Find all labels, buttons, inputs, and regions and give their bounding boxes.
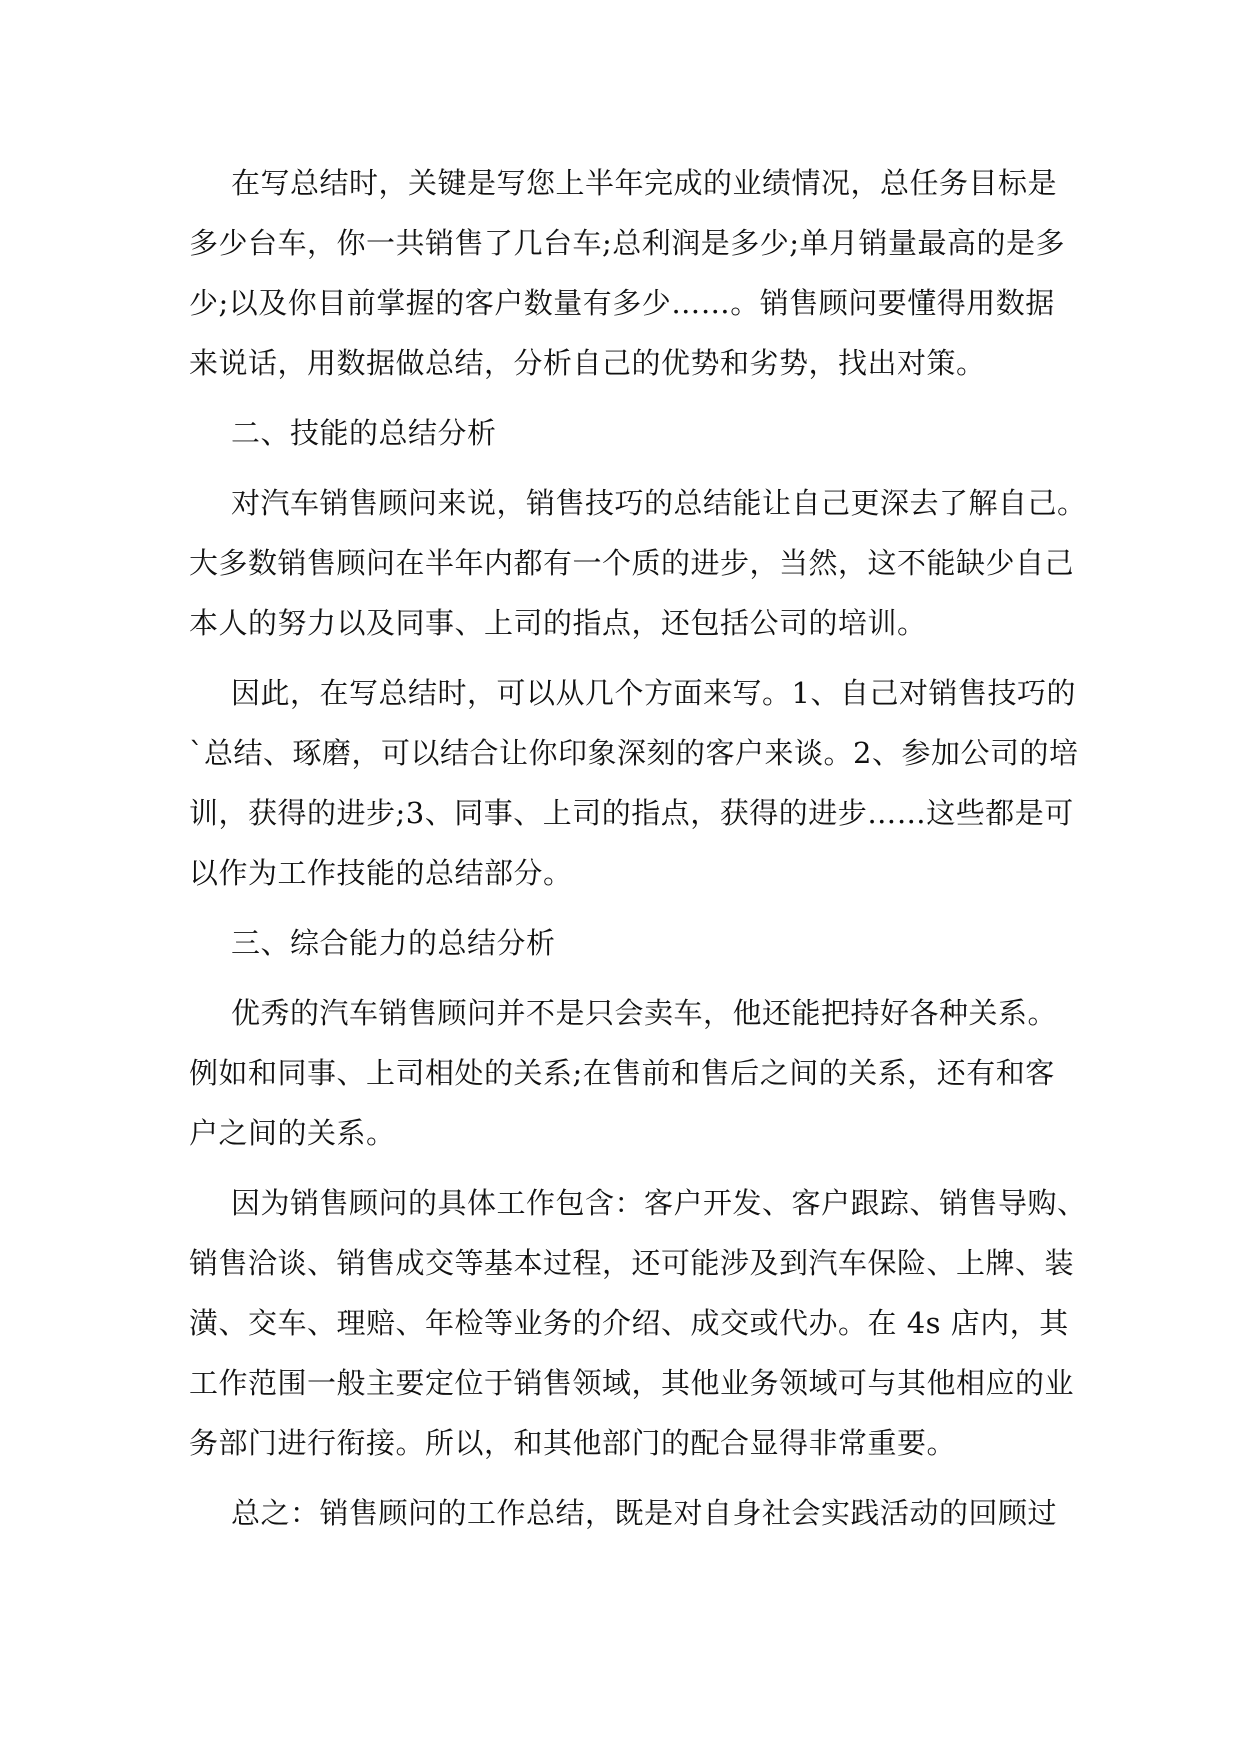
text-line: 以作为工作技能的总结部分。 bbox=[189, 856, 573, 890]
text-line: 训，获得的进步;3、同事、上司的指点，获得的进步……这些都是可 bbox=[189, 796, 1074, 830]
section-heading-skills bbox=[189, 403, 1059, 463]
text-line: 工作范围一般主要定位于销售领域，其他业务领域可与其他相应的业 bbox=[189, 1366, 1075, 1400]
paragraph-work-scope bbox=[189, 1173, 1087, 1473]
paragraph-relationships bbox=[189, 983, 1059, 1163]
paragraph-skills-detail bbox=[189, 663, 1079, 903]
text-line: 例如和同事、上司相处的关系;在售前和售后之间的关系，还有和客 bbox=[189, 1056, 1055, 1090]
heading-text: 二、技能的总结分析 bbox=[231, 416, 497, 450]
text-line: 因此，在写总结时，可以从几个方面来写。1、自己对销售技巧的 bbox=[231, 676, 1076, 710]
paragraph-skills-intro bbox=[189, 473, 1087, 653]
text-line: 因为销售顾问的具体工作包含：客户开发、客户跟踪、销售导购、 bbox=[231, 1186, 1087, 1220]
text-line: 户之间的关系。 bbox=[189, 1116, 396, 1150]
text-line: 销售洽谈、销售成交等基本过程，还可能涉及到汽车保险、上牌、装 bbox=[189, 1246, 1075, 1280]
text-line: `总结、琢磨，可以结合让你印象深刻的客户来谈。2、参加公司的培 bbox=[189, 736, 1079, 770]
text-line: 优秀的汽车销售顾问并不是只会卖车，他还能把持好各种关系。 bbox=[231, 996, 1058, 1030]
text-line: 总之：销售顾问的工作总结，既是对自身社会实践活动的回顾过 bbox=[231, 1496, 1058, 1530]
text-line: 本人的努力以及同事、上司的指点，还包括公司的培训。 bbox=[189, 606, 927, 640]
text-line: 少;以及你目前掌握的客户数量有多少……。销售顾问要懂得用数据 bbox=[189, 286, 1055, 320]
text-line: 务部门进行衔接。所以，和其他部门的配合显得非常重要。 bbox=[189, 1426, 957, 1460]
text-line: 多少台车，你一共销售了几台车;总利润是多少;单月销量最高的是多 bbox=[189, 226, 1066, 260]
text-line: 对汽车销售顾问来说，销售技巧的总结能让自己更深去了解自己。 bbox=[231, 486, 1087, 520]
document-body bbox=[189, 153, 1087, 1543]
text-line: 在写总结时，关键是写您上半年完成的业绩情况，总任务目标是 bbox=[231, 166, 1058, 200]
paragraph-performance-summary bbox=[189, 153, 1066, 393]
section-heading-abilities bbox=[189, 913, 1059, 973]
text-line: 潢、交车、理赔、年检等业务的介绍、成交或代办。在 4s 店内，其 bbox=[189, 1306, 1069, 1340]
text-line: 来说话，用数据做总结，分析自己的优势和劣势，找出对策。 bbox=[189, 346, 986, 380]
paragraph-conclusion bbox=[189, 1483, 1059, 1543]
text-line: 大多数销售顾问在半年内都有一个质的进步，当然，这不能缺少自己 bbox=[189, 546, 1075, 580]
heading-text: 三、综合能力的总结分析 bbox=[231, 926, 556, 960]
